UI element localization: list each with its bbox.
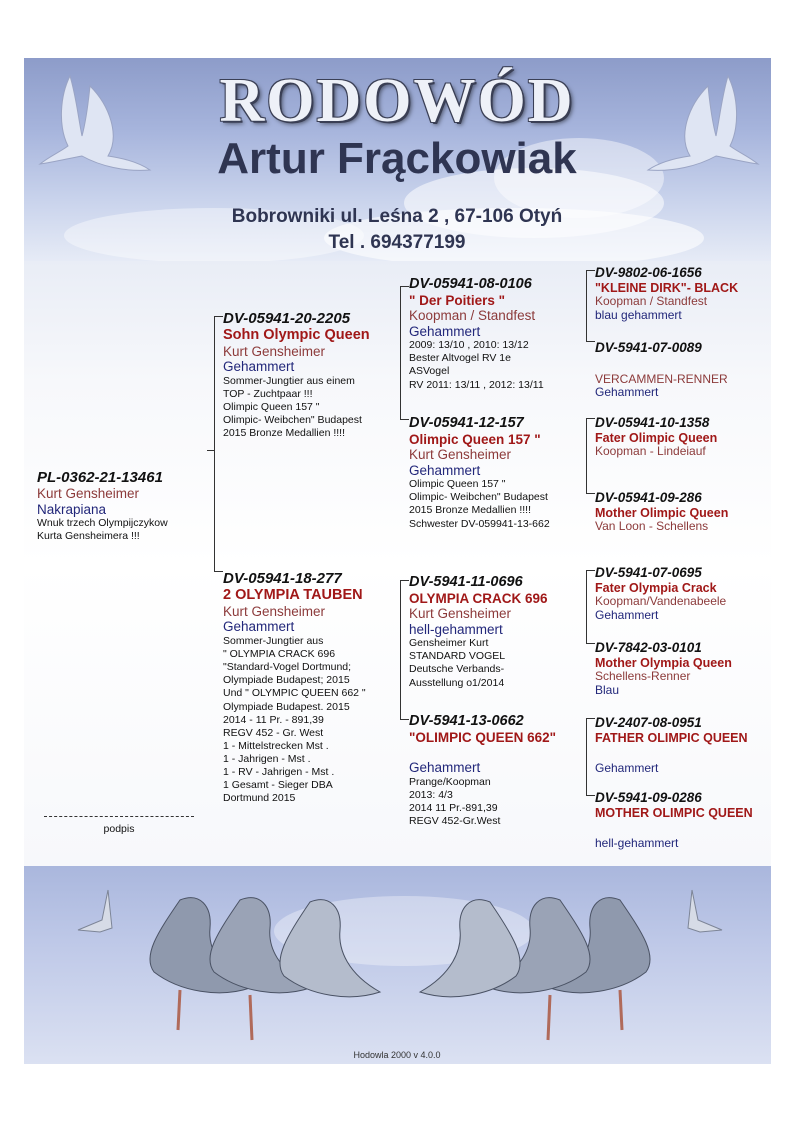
mm-color: Gehammert	[409, 760, 481, 776]
ff-color: Gehammert	[409, 323, 481, 339]
gg-block-2: DV-5941-07-0089 VERCAMMEN-RENNER Gehammert	[595, 340, 728, 400]
fm-color: Gehammert	[409, 462, 481, 478]
fm-notes: Olimpic Queen 157 " Olimpic- Weibchen" Budapest 2015 Bronze Medallien !!!! Schwester DV-059941-13-662	[409, 478, 550, 530]
mf-notes: Gensheimer Kurt STANDARD VOGEL Deutsche Verbands- Ausstellung o1/2014	[409, 637, 506, 689]
gg-block-6: DV-7842-03-0101 Mother Olympia Queen Schellens-Renner Blau	[595, 640, 732, 697]
father-notes: Sommer-Jungtier aus einem TOP - Zuchtpaar !!! Olimpic Queen 157 " Olimpic- Weibchen" Budapest 2015 Bronze Medallien !!!!	[223, 374, 362, 440]
subject-notes: Wnuk trzech Olympijczykow Kurta Gensheimera !!!	[37, 517, 168, 543]
mm-id: DV-5941-13-0662	[409, 713, 524, 729]
fm-block	[409, 415, 585, 531]
owner-name: Artur Frąckowiak	[217, 134, 577, 183]
bracket-mother	[400, 580, 409, 720]
ff-breeder: Koopman / Standfest	[409, 308, 536, 324]
mf-id: DV-5941-11-0696	[409, 574, 523, 590]
mf-name: OLYMPIA CRACK 696	[409, 590, 548, 606]
gg-block-8: DV-5941-09-0286 MOTHER OLIMPIC QUEEN hell-gehammert	[595, 790, 753, 850]
document-title: RODOWÓD	[219, 67, 575, 135]
mother-id: DV-05941-18-277	[223, 570, 342, 587]
subject-block	[37, 469, 217, 544]
mother-name: 2 OLYMPIA TAUBEN	[223, 587, 363, 604]
mf-color: hell-gehammert	[409, 621, 503, 637]
gg-block-7: DV-2407-08-0951 FATHER OLIMPIC QUEEN Gehammert	[595, 715, 748, 775]
footer-pigeons-left-icon	[60, 880, 390, 1050]
mm-block	[409, 713, 585, 828]
mm-name: "OLIMPIC QUEEN 662"	[409, 729, 557, 745]
father-block	[223, 310, 399, 441]
owner-address: Bobrowniki ul. Leśna 2 , 67-106 Otyń	[231, 206, 563, 227]
software-version: Hodowla 2000 v 4.0.0	[353, 1050, 441, 1060]
mother-color: Gehammert	[223, 619, 295, 635]
signature-label: podpis	[103, 823, 135, 835]
subject-breeder: Kurt Gensheimer	[37, 486, 140, 502]
fm-id: DV-05941-12-157	[409, 415, 524, 431]
father-id: DV-05941-20-2205	[223, 310, 351, 327]
gg-block-3: DV-05941-10-1358 Fater Olimpic Queen Koopman - Lindeiauf	[595, 415, 718, 458]
father-color: Gehammert	[223, 359, 295, 375]
gg-block-1: DV-9802-06-1656 "KLEINE DIRK"- BLACK Koopman / Standfest blau gehammert	[595, 265, 739, 322]
mf-breeder: Kurt Gensheimer	[409, 606, 512, 622]
ff-name: " Der Poitiers "	[409, 292, 506, 308]
bracket-mf	[586, 570, 595, 644]
ff-id: DV-05941-08-0106	[409, 276, 532, 292]
bracket-fm	[586, 418, 595, 494]
fm-breeder: Kurt Gensheimer	[409, 447, 512, 463]
ff-notes: 2009: 13/10 , 2010: 13/12 Bester Altvogel RV 1e ASVogel RV 2011: 13/11 , 2012: 13/11	[409, 339, 544, 391]
gg-block-5: DV-5941-07-0695 Fater Olympia Crack Koopman/Vandenabeele Gehammert	[595, 565, 727, 622]
fm-name: Olimpic Queen 157 "	[409, 431, 541, 447]
subject-color: Nakrapiana	[37, 501, 107, 517]
subject-id: PL-0362-21-13461	[37, 469, 163, 486]
father-name: Sohn Olympic Queen	[223, 327, 370, 344]
father-breeder: Kurt Gensheimer	[223, 343, 326, 359]
signature-line	[44, 816, 194, 817]
bracket-father	[400, 286, 409, 420]
mother-block	[223, 570, 399, 806]
bracket-ff	[586, 270, 595, 342]
mother-breeder: Kurt Gensheimer	[223, 603, 326, 619]
ff-block	[409, 276, 585, 392]
footer-pigeons-right-icon	[410, 880, 740, 1050]
mf-block	[409, 574, 585, 690]
owner-phone: Tel . 694377199	[328, 232, 466, 253]
mm-breeder	[409, 745, 585, 760]
connector-subject	[207, 450, 214, 451]
mm-notes: Prange/Koopman 2013: 4/3 2014 11 Pr.-891,39 REGV 452-Gr.West	[409, 775, 501, 828]
mother-notes: Sommer-Jungtier aus " OLYMPIA CRACK 696 "Standard-Vogel Dortmund; Olympiade Budapest; 2015 Und " OLYMPIC QUEEN 662 " Olympiade Budapest. 2015 2014 - 11 Pr. - 891,39 REGV 452 - Gr. West 1 - Mittelstrecken Mst . 1 - Jahrigen - Mst . 1 - RV - Jahrigen - Mst . 1 Gesamt - Sieger DBA Dortmund 2015	[223, 634, 366, 805]
gg-block-4: DV-05941-09-286 Mother Olimpic Queen Van Loon - Schellens	[595, 490, 729, 533]
bracket-mm	[586, 718, 595, 796]
